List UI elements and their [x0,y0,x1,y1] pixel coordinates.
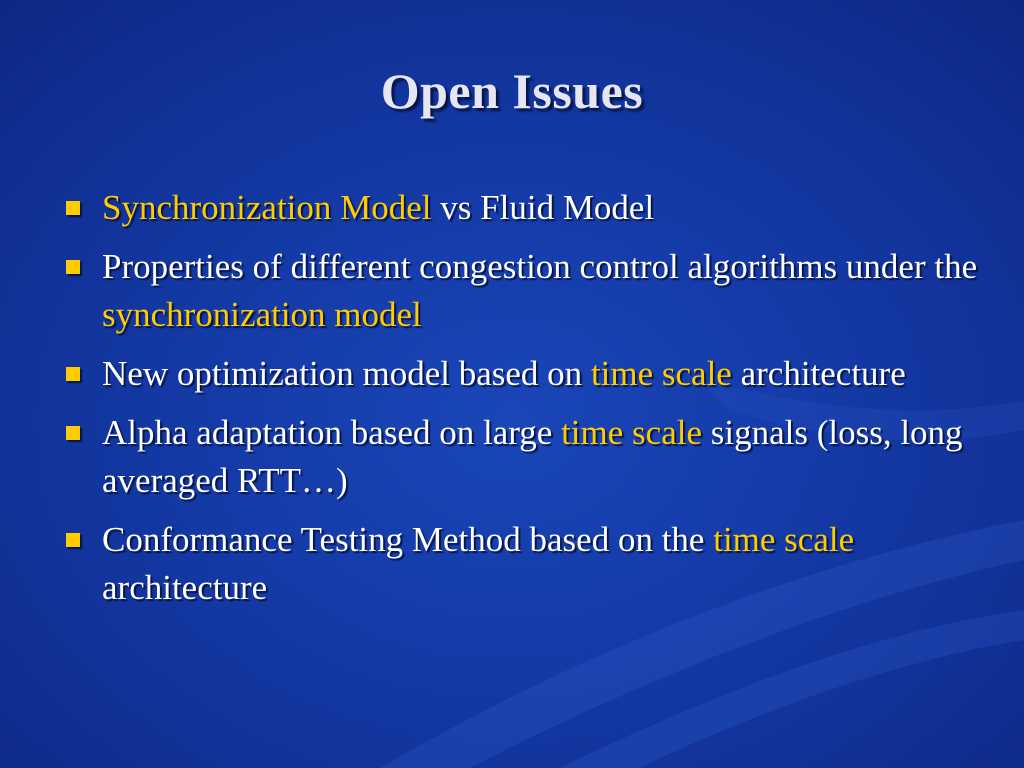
highlighted-text: time scale [713,520,855,559]
bullet-item [62,516,982,612]
highlighted-text: time scale [590,354,732,393]
bullet-list [62,184,982,623]
bullet-text: vs Fluid Model [431,188,655,227]
bullet-text: New optimization model based on [102,354,591,393]
square-bullet-icon [66,260,80,274]
bullet-text: Alpha adaptation based on large [102,413,562,452]
highlighted-text: time scale [561,413,702,452]
square-bullet-icon [66,533,80,547]
bullet-text: signals (loss, long averaged RTT…) [102,413,963,500]
highlighted-text: Synchronization Model [102,188,432,227]
bullet-text: architecture [731,354,906,393]
bullet-item [62,243,982,339]
square-bullet-icon [66,201,80,215]
square-bullet-icon [66,367,80,381]
bullet-text: Properties of different congestion control algorithms under the [102,247,978,286]
bullet-text: architecture [102,568,268,607]
bullet-item [62,409,982,505]
bullet-item [62,350,982,398]
square-bullet-icon [66,426,80,440]
slide-title: Open Issues [380,63,644,119]
bullet-text: Conformance Testing Method based on the [102,520,714,559]
bullet-item [62,184,982,232]
highlighted-text: synchronization model [102,295,422,334]
